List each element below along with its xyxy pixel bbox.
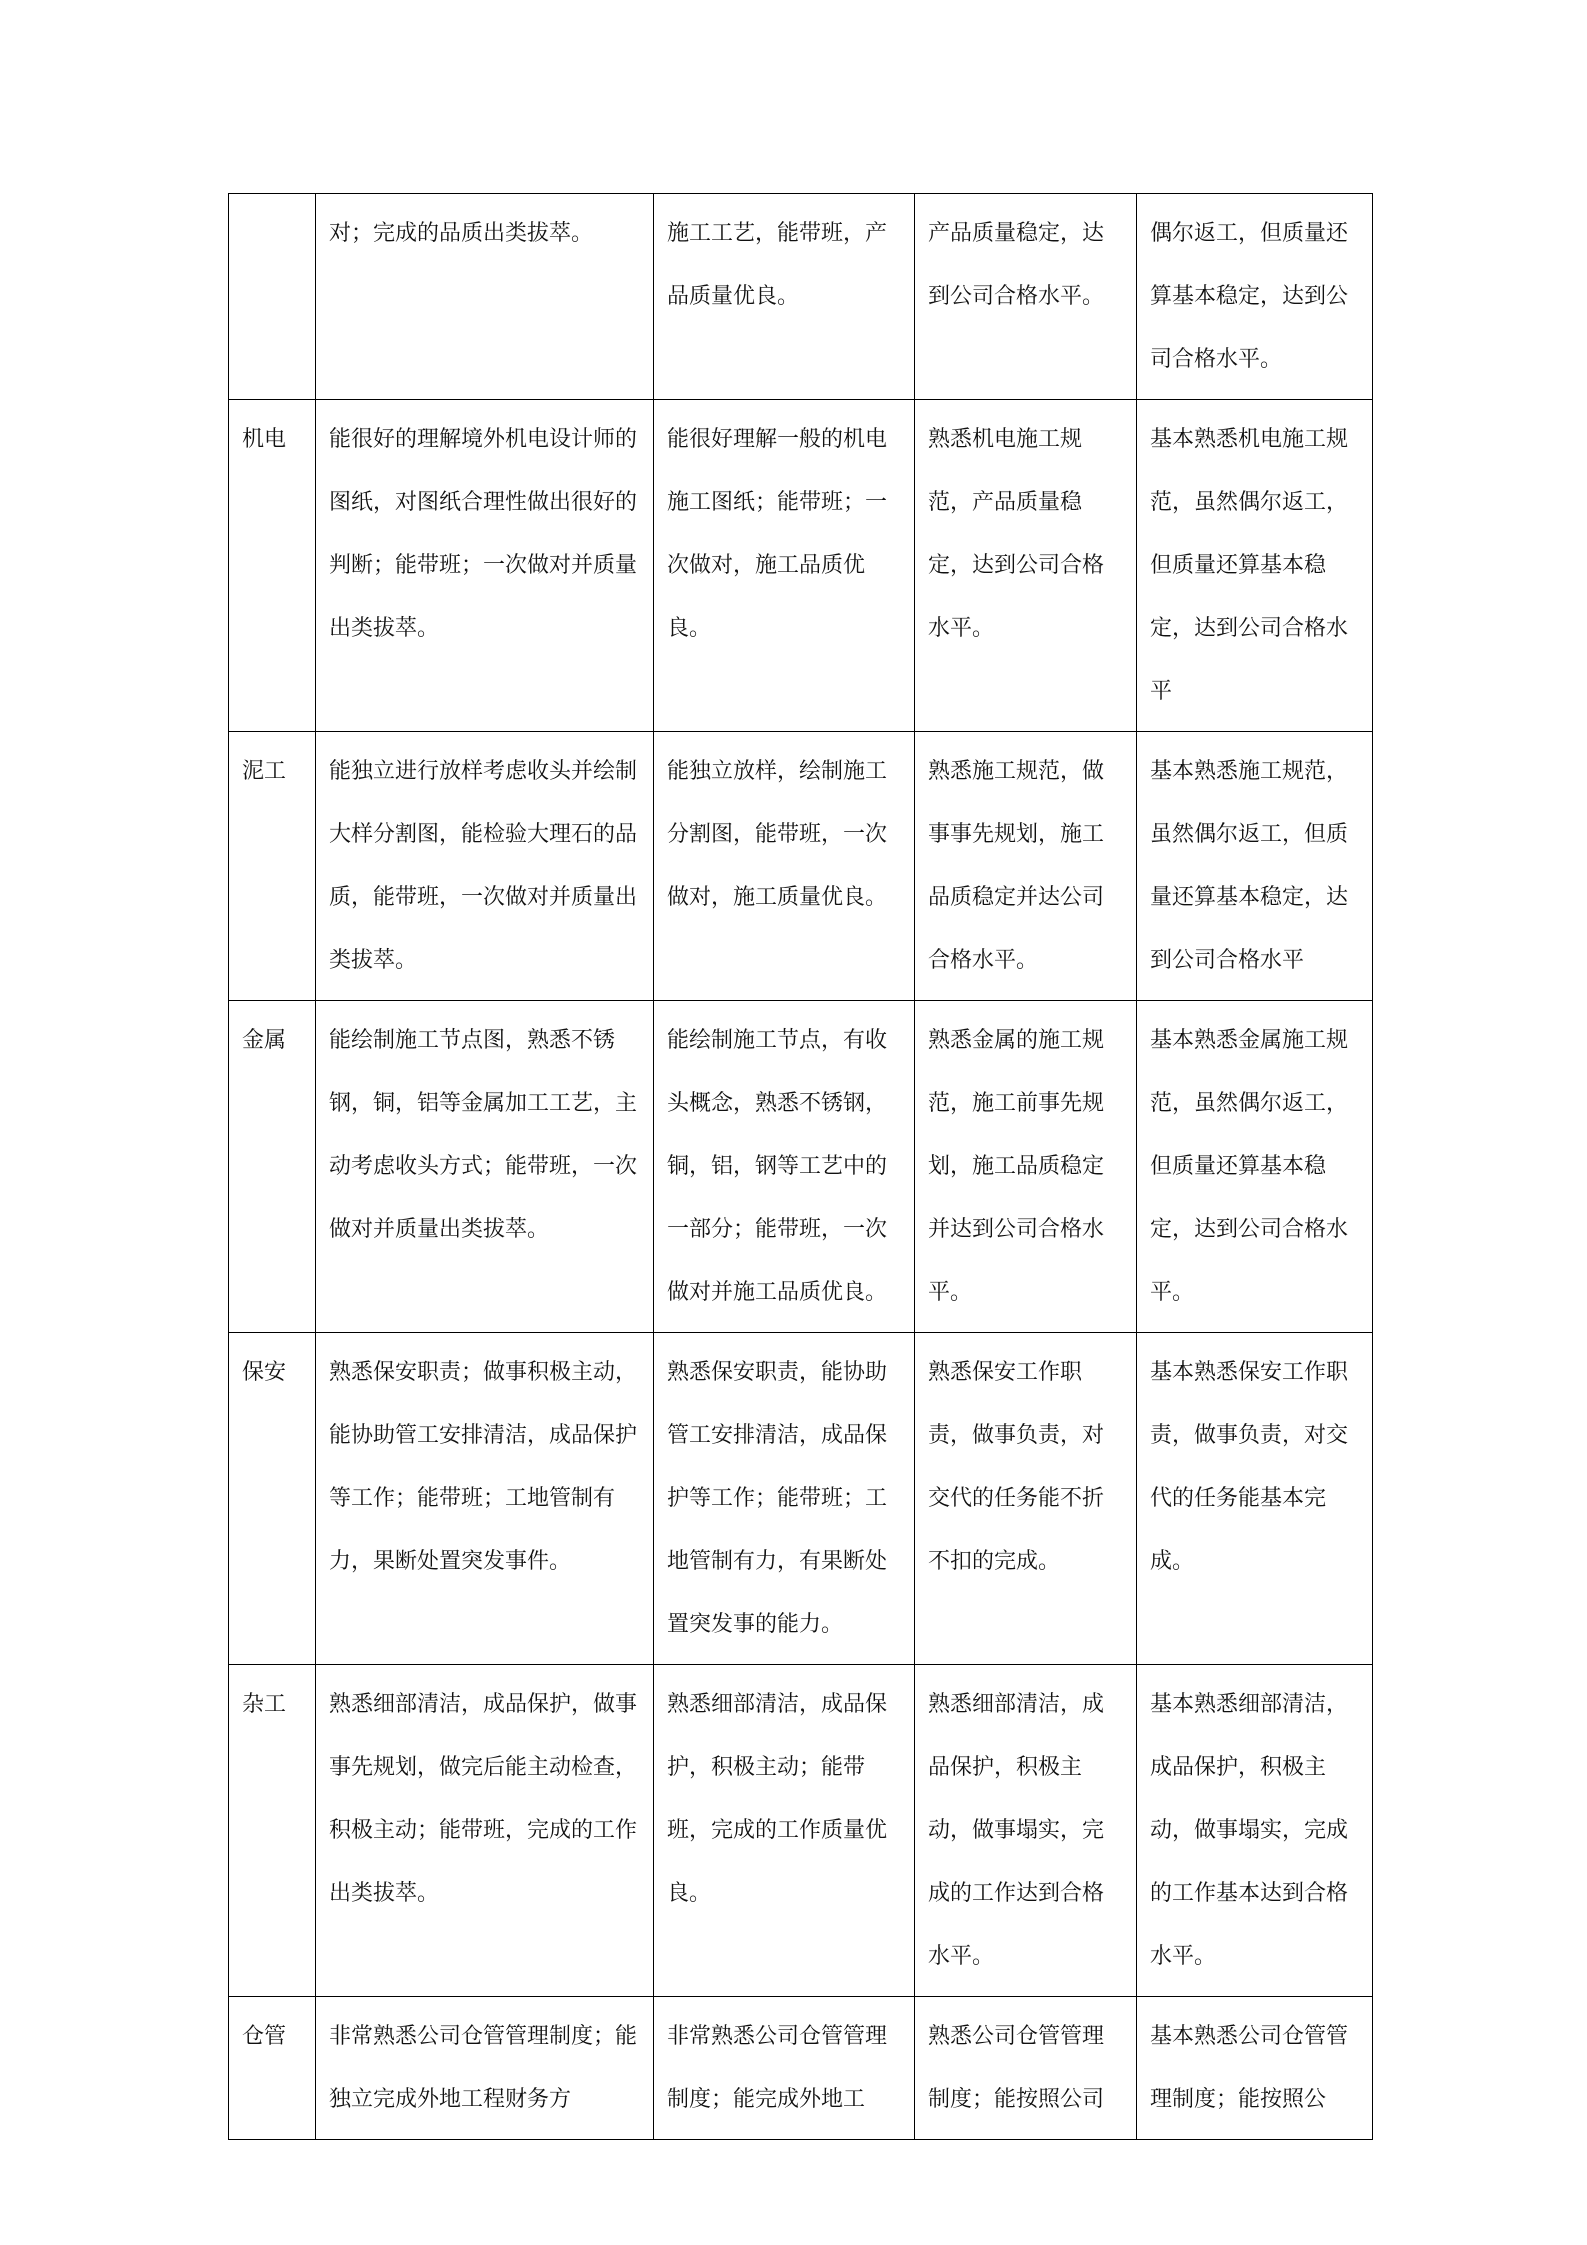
level-cell-2: 熟悉保安职责，能协助管工安排清洁，成品保护等工作；能带班；工地管制有力，有果断处置突发事的能力。: [654, 1333, 915, 1665]
trade-cell: 保安: [229, 1333, 316, 1665]
level-cell-4: 基本熟悉金属施工规范，虽然偶尔返工，但质量还算基本稳定，达到公司合格水平。: [1137, 1001, 1373, 1333]
level-cell-4: 偶尔返工，但质量还算基本稳定，达到公司合格水平。: [1137, 194, 1373, 400]
level-cell-2: 非常熟悉公司仓管管理制度；能完成外地工: [654, 1997, 915, 2140]
level-cell-4: 基本熟悉细部清洁，成品保护，积极主动，做事塌实，完成的工作基本达到合格水平。: [1137, 1665, 1373, 1997]
trade-cell: 金属: [229, 1001, 316, 1333]
level-cell-1: 能绘制施工节点图，熟悉不锈钢，铜，铝等金属加工工艺，主动考虑收头方式；能带班，一次做对并质量出类拔萃。: [316, 1001, 654, 1333]
skill-level-table: [228, 193, 1373, 2140]
level-cell-1: 非常熟悉公司仓管管理制度；能独立完成外地工程财务方: [316, 1997, 654, 2140]
table-row: [229, 1997, 1373, 2140]
trade-cell: 仓管: [229, 1997, 316, 2140]
table-row: [229, 400, 1373, 732]
level-cell-3: 熟悉施工规范，做事事先规划，施工品质稳定并达公司合格水平。: [915, 732, 1137, 1001]
trade-cell: [229, 194, 316, 400]
level-cell-2: 能绘制施工节点，有收头概念，熟悉不锈钢，铜，铝，钢等工艺中的一部分；能带班，一次做对并施工品质优良。: [654, 1001, 915, 1333]
table-row: [229, 732, 1373, 1001]
level-cell-4: 基本熟悉机电施工规范，虽然偶尔返工，但质量还算基本稳定，达到公司合格水平: [1137, 400, 1373, 732]
table-row: [229, 1333, 1373, 1665]
level-cell-3: 熟悉公司仓管管理制度；能按照公司: [915, 1997, 1137, 2140]
trade-cell: 机电: [229, 400, 316, 732]
level-cell-1: 对；完成的品质出类拔萃。: [316, 194, 654, 400]
level-cell-2: 熟悉细部清洁，成品保护，积极主动；能带班，完成的工作质量优良。: [654, 1665, 915, 1997]
level-cell-3: 产品质量稳定，达到公司合格水平。: [915, 194, 1137, 400]
level-cell-2: 能独立放样，绘制施工分割图，能带班，一次做对，施工质量优良。: [654, 732, 915, 1001]
level-cell-1: 熟悉细部清洁，成品保护，做事事先规划，做完后能主动检查，积极主动；能带班，完成的工作出类拔萃。: [316, 1665, 654, 1997]
level-cell-4: 基本熟悉公司仓管管理制度；能按照公: [1137, 1997, 1373, 2140]
level-cell-1: 能独立进行放样考虑收头并绘制大样分割图，能检验大理石的品质，能带班，一次做对并质量出类拔萃。: [316, 732, 654, 1001]
table-row: [229, 1001, 1373, 1333]
level-cell-3: 熟悉细部清洁，成品保护，积极主动，做事塌实，完成的工作达到合格水平。: [915, 1665, 1137, 1997]
level-cell-4: 基本熟悉施工规范，虽然偶尔返工，但质量还算基本稳定，达到公司合格水平: [1137, 732, 1373, 1001]
level-cell-3: 熟悉金属的施工规范，施工前事先规划，施工品质稳定并达到公司合格水平。: [915, 1001, 1137, 1333]
level-cell-1: 能很好的理解境外机电设计师的图纸，对图纸合理性做出很好的判断；能带班；一次做对并质量出类拔萃。: [316, 400, 654, 732]
level-cell-2: 施工工艺，能带班，产品质量优良。: [654, 194, 915, 400]
trade-cell: 杂工: [229, 1665, 316, 1997]
trade-cell: 泥工: [229, 732, 316, 1001]
table-row: [229, 194, 1373, 400]
table-row: [229, 1665, 1373, 1997]
level-cell-2: 能很好理解一般的机电施工图纸；能带班；一次做对，施工品质优良。: [654, 400, 915, 732]
level-cell-1: 熟悉保安职责；做事积极主动，能协助管工安排清洁，成品保护等工作；能带班；工地管制有力，果断处置突发事件。: [316, 1333, 654, 1665]
level-cell-3: 熟悉保安工作职责，做事负责，对交代的任务能不折不扣的完成。: [915, 1333, 1137, 1665]
level-cell-4: 基本熟悉保安工作职责，做事负责，对交代的任务能基本完成。: [1137, 1333, 1373, 1665]
level-cell-3: 熟悉机电施工规范，产品质量稳定，达到公司合格水平。: [915, 400, 1137, 732]
